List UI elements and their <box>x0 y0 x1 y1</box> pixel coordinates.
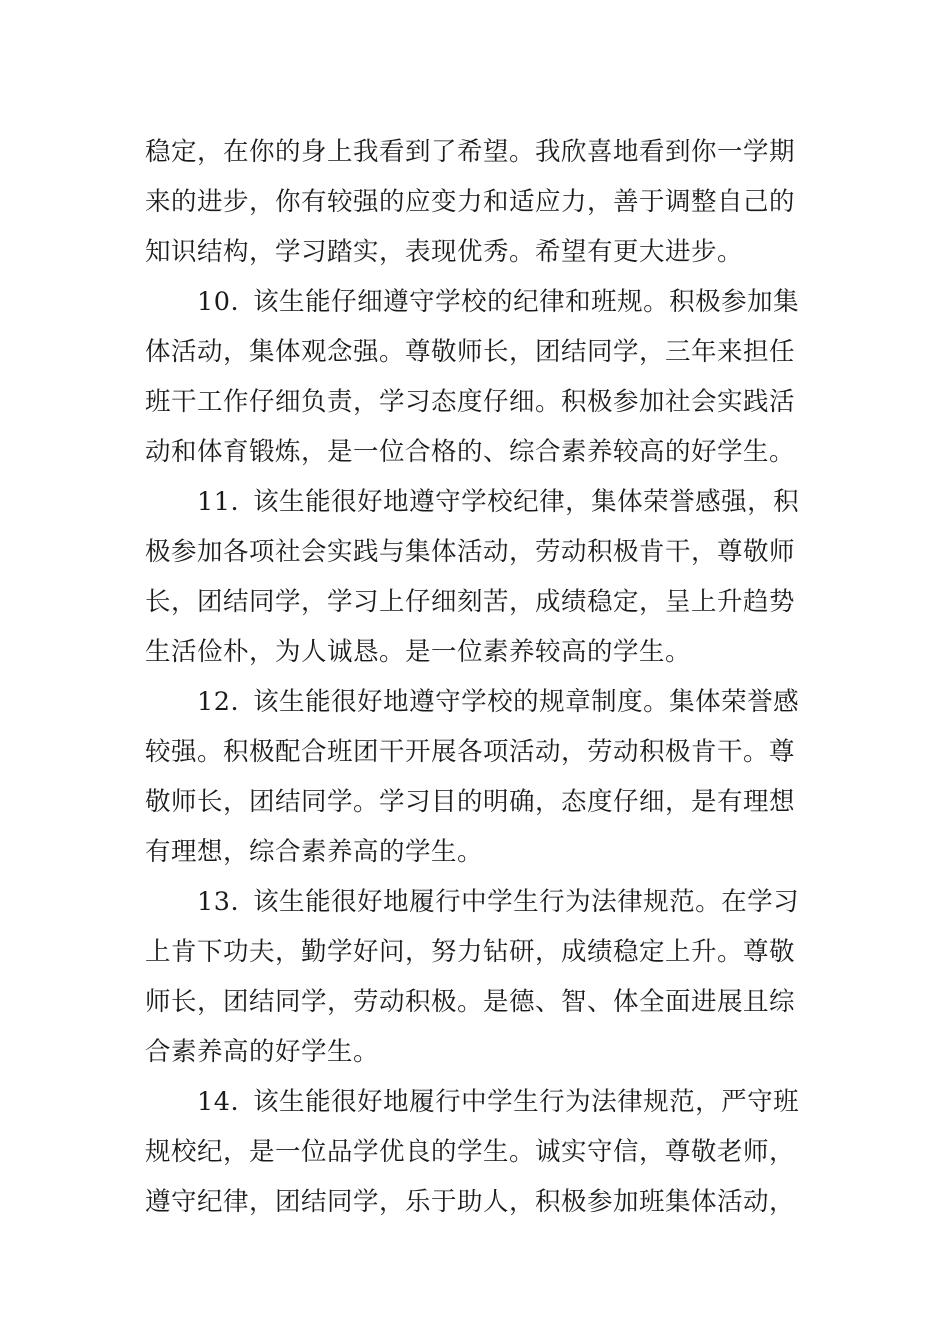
paragraph-continuation <box>145 127 805 277</box>
text-line: 上肯下功夫，勤学好问，努力钻研，成绩稳定上升。尊敬 <box>145 937 796 967</box>
text-line: 生活俭朴，为人诚恳。是一位素养较高的学生。 <box>145 637 692 667</box>
text-line-first <box>145 677 805 727</box>
paragraph-number: 13. <box>197 887 240 917</box>
text-line: 规校纪，是一位品学优良的学生。诚实守信，尊敬老师， <box>145 1137 796 1167</box>
text-line-first <box>145 477 805 527</box>
paragraph-number: 11. <box>197 487 240 517</box>
paragraph-number: 10. <box>197 287 240 317</box>
text-line: 来的进步，你有较强的应变力和适应力，善于调整自己的 <box>145 187 796 217</box>
paragraph-14 <box>145 1077 805 1227</box>
text-line: 有理想，综合素养高的学生。 <box>145 837 484 867</box>
paragraph-number: 14. <box>197 1087 240 1117</box>
document-body <box>145 127 805 1227</box>
paragraph-10 <box>145 277 805 477</box>
text-line: 极参加各项社会实践与集体活动，劳动积极肯干，尊敬师 <box>145 537 796 567</box>
text-line: 较强。积极配合班团干开展各项活动，劳动积极肯干。尊 <box>145 737 796 767</box>
text-line: 稳定，在你的身上我看到了希望。我欣喜地看到你一学期 <box>145 137 796 167</box>
text-line-first <box>145 1077 805 1127</box>
paragraph-number: 12. <box>197 687 240 717</box>
text-line-content: 该生能很好地遵守学校纪律，集体荣誉感强，积 <box>253 487 800 517</box>
text-line: 知识结构，学习踏实，表现优秀。希望有更大进步。 <box>145 237 744 267</box>
text-line: 师长，团结同学，劳动积极。是德、智、体全面进展且综 <box>145 987 796 1017</box>
text-line-content: 该生能很好地遵守学校的规章制度。集体荣誉感 <box>253 687 800 717</box>
paragraph-12 <box>145 677 805 877</box>
text-line: 班干工作仔细负责，学习态度仔细。积极参加社会实践活 <box>145 387 796 417</box>
paragraph-11 <box>145 477 805 677</box>
text-line: 遵守纪律，团结同学，乐于助人，积极参加班集体活动， <box>145 1187 796 1217</box>
text-line-first <box>145 277 805 327</box>
text-line-content: 该生能很好地履行中学生行为法律规范。在学习 <box>253 887 800 917</box>
text-line: 长，团结同学，学习上仔细刻苦，成绩稳定，呈上升趋势 <box>145 587 796 617</box>
text-line-content: 该生能仔细遵守学校的纪律和班规。积极参加集 <box>253 287 800 317</box>
paragraph-13 <box>145 877 805 1077</box>
text-line: 合素养高的好学生。 <box>145 1037 380 1067</box>
text-line: 动和体育锻炼，是一位合格的、综合素养较高的好学生。 <box>145 437 796 467</box>
text-line-first <box>145 877 805 927</box>
text-line: 体活动，集体观念强。尊敬师长，团结同学，三年来担任 <box>145 337 796 367</box>
text-line: 敬师长，团结同学。学习目的明确，态度仔细，是有理想 <box>145 787 796 817</box>
text-line-content: 该生能很好地履行中学生行为法律规范，严守班 <box>253 1087 800 1117</box>
